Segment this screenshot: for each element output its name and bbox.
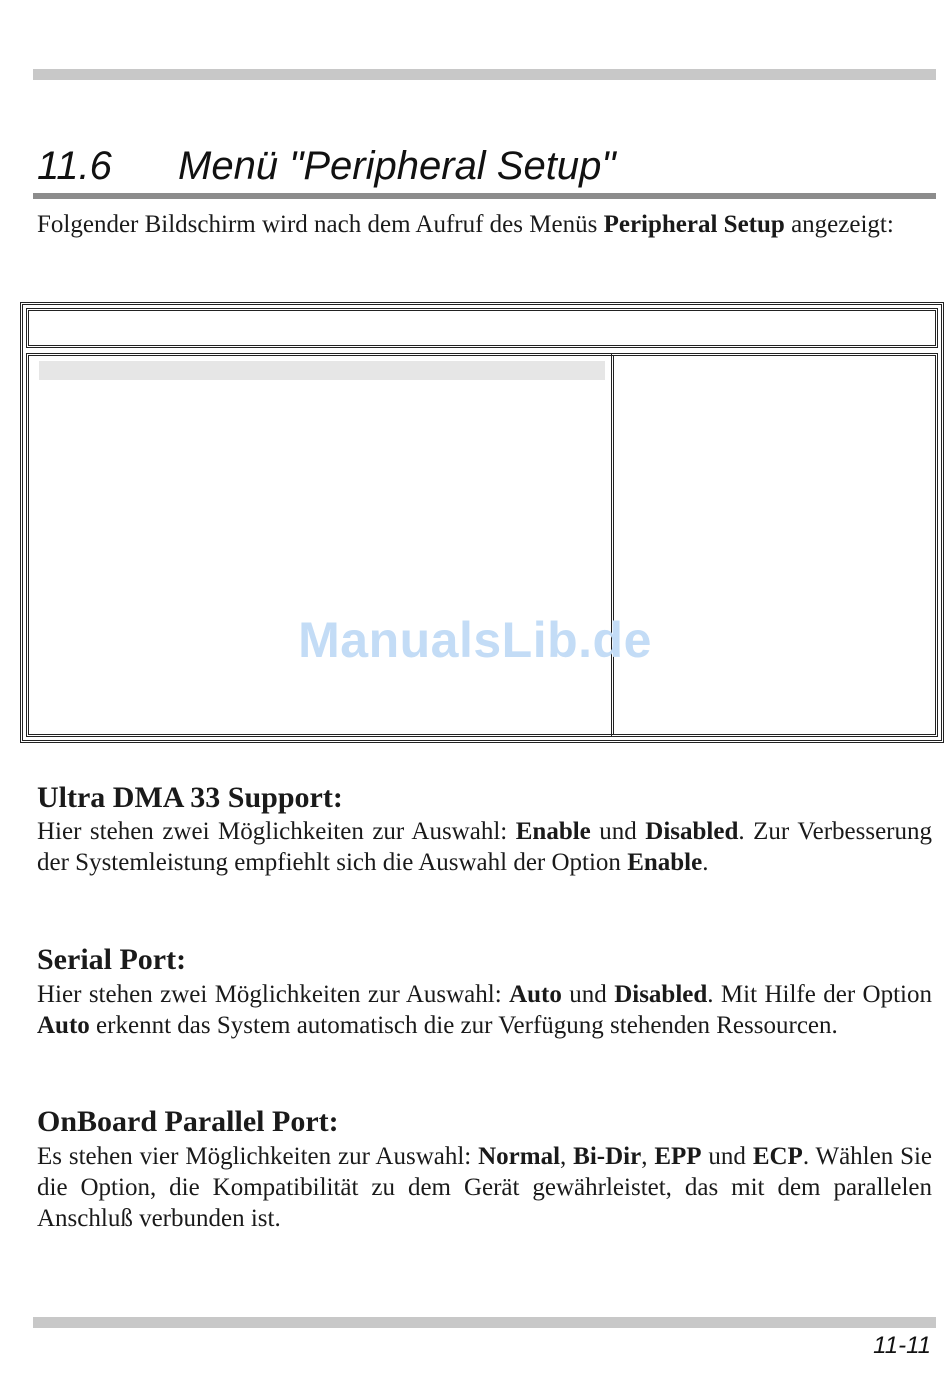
parallel-port-paragraph [37,1141,932,1234]
ultra-dma-paragraph [37,816,932,878]
bios-options-panel [26,353,613,737]
text: , [560,1143,574,1170]
ultra-dma-heading: Ultra DMA 33 Support: [37,781,343,814]
section-number: 11.6 [37,144,112,188]
text: , [641,1143,655,1170]
bottom-rule [33,1317,936,1328]
bios-selected-row [39,361,605,380]
option-epp: EPP [654,1143,702,1170]
intro-text-end: angezeigt: [784,211,894,238]
option-disabled: Disabled [645,818,739,845]
bios-header-bar [26,308,938,348]
option-normal: Normal [478,1143,561,1170]
option-enable: Enable [627,849,703,876]
section-heading [37,138,937,194]
intro-menu-name: Peripheral Setup [603,211,785,238]
bios-help-panel [611,353,938,737]
parallel-port-heading: OnBoard Parallel Port: [37,1105,339,1138]
serial-port-heading: Serial Port: [37,943,187,976]
watermark: ManualsLib.de [298,612,652,668]
text: . Mit Hilfe der Option [707,981,933,1008]
text: und [561,981,615,1008]
serial-port-paragraph [37,979,932,1041]
option-enable: Enable [515,818,591,845]
text: und [590,818,646,845]
text: Hier stehen zwei Möglichkeiten zur Auswahl: [37,981,510,1008]
text: erkennt das System automatisch die zur Verfügung stehenden Ressourcen. [89,1012,838,1039]
text: Es stehen vier Möglichkeiten zur Auswahl: [37,1143,479,1170]
option-auto: Auto [509,981,562,1008]
option-bi-dir: Bi-Dir [573,1143,642,1170]
text: . Wählen Sie die Option, die Kompatibilität zu dem Gerät gewährleistet, das mit dem parallelen Anschluß verbunden ist. [37,1143,933,1232]
text: und [701,1143,753,1170]
text: . Zur Verbesserung der Systemleistung empfiehlt sich die Auswahl der Option [37,818,932,876]
bios-screen-frame [20,302,944,743]
heading-underline [33,193,936,199]
section-title: Menü "Peripheral Setup" [178,144,616,188]
option-ecp: ECP [752,1143,803,1170]
option-disabled: Disabled [614,981,708,1008]
text: Hier stehen zwei Möglichkeiten zur Auswahl: [37,818,516,845]
top-rule [33,69,936,80]
intro-text: Folgender Bildschirm wird nach dem Aufruf des Menüs [37,211,604,238]
text: . [702,849,709,876]
intro-paragraph [37,209,932,240]
page-number: 11-11 [873,1332,931,1359]
option-auto: Auto [37,1012,90,1039]
